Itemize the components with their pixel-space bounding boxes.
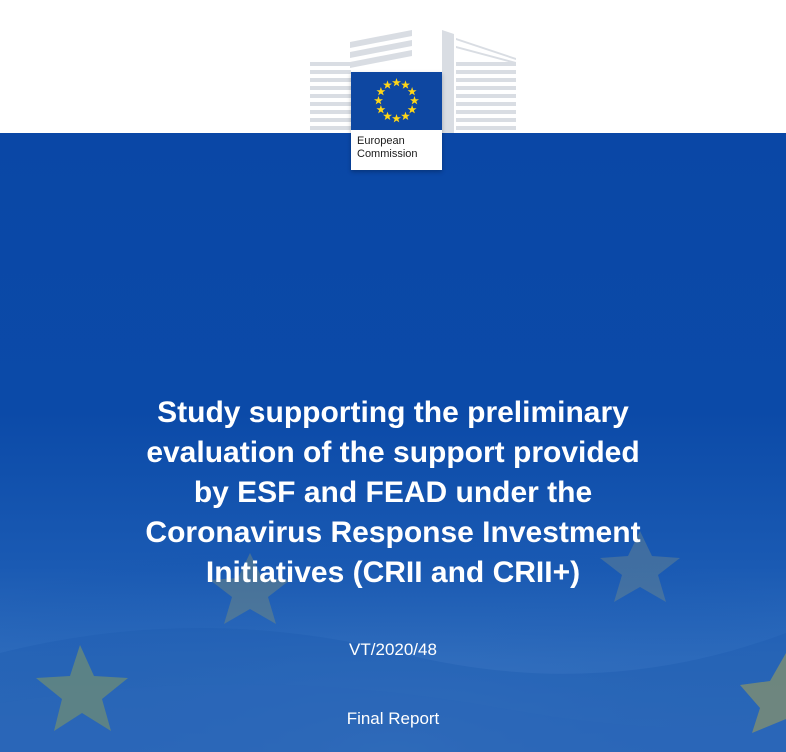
title-line: Coronavirus Response Investment [145,516,641,549]
title-line: Study supporting the preliminary [157,396,629,429]
logo-text-line1: European [357,135,405,147]
logo-wordmark [357,135,418,161]
logo-text-line2: Commission [357,148,418,160]
report-type: Final Report [346,709,440,728]
title-line: Initiatives (CRII and CRII+) [205,556,581,589]
reference-code: VT/2020/48 [349,640,437,659]
title-line: by ESF and FEAD under the [193,476,593,509]
eu-flag-icon [351,72,442,130]
title-line: evaluation of the support provided [146,436,640,469]
european-commission-logo [351,72,442,170]
report-title [93,393,693,593]
